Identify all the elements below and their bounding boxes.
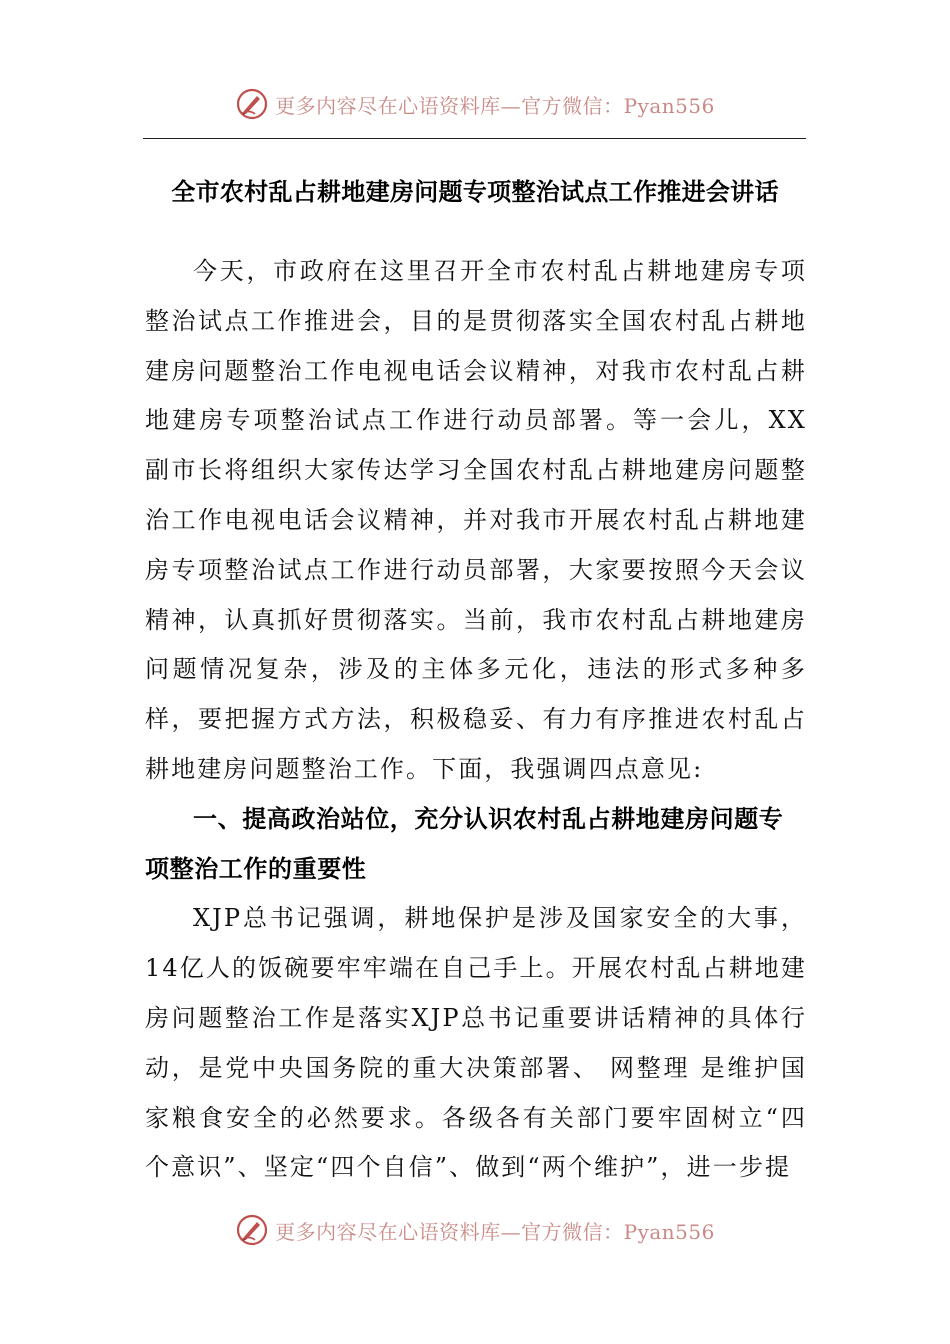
header-divider [143, 138, 806, 139]
watermark-text: 更多内容尽在心语资料库—官方微信：Pyan556 [275, 93, 715, 118]
document-title: 全市农村乱占耕地建房问题专项整治试点工作推进会讲话 [171, 178, 779, 206]
document-body [145, 247, 807, 1193]
body-paragraph: XJP总书记强调，耕地保护是涉及国家安全的大事，14亿人的饭碗要牢牢端在自己手上。开展农村乱占耕地建房问题整治工作是落实XJP总书记重要讲话精神的具体行动，是党中央国务院的重大决策部署、 网整理 是维护国家粮食安全的必然要求。各级各有关部门要牢固树立“四个意识”、坚定“四个自信”、做到“两个维护”，进一步提 [145, 904, 807, 1182]
pen-circle-logo-icon [235, 1213, 269, 1247]
body-paragraph: 今天，市政府在这里召开全市农村乱占耕地建房专项整治试点工作推进会，目的是贯彻落实全国农村乱占耕地建房问题整治工作电视电话会议精神，对我市农村乱占耕地建房专项整治试点工作进行动员部署。等一会儿，XX副市长将组织大家传达学习全国农村乱占耕地建房问题整治工作电视电话会议精神，并对我市开展农村乱占耕地建房专项整治试点工作进行动员部署，大家要按照今天会议精神，认真抓好贯彻落实。当前，我市农村乱占耕地建房问题情况复杂，涉及的主体多元化，违法的形式多种多样，要把握方式方法，积极稳妥、有力有序推进农村乱占耕地建房问题整治工作。下面，我强调四点意见: [145, 257, 807, 783]
pen-circle-logo-icon [235, 87, 269, 121]
section-heading: 一、提高政治站位，充分认识农村乱占耕地建房问题专项整治工作的重要性 [145, 804, 784, 883]
watermark-text: 更多内容尽在心语资料库—官方微信：Pyan556 [275, 1219, 715, 1244]
watermark-banner-bottom [0, 1208, 950, 1252]
watermark-banner-top [0, 82, 950, 126]
